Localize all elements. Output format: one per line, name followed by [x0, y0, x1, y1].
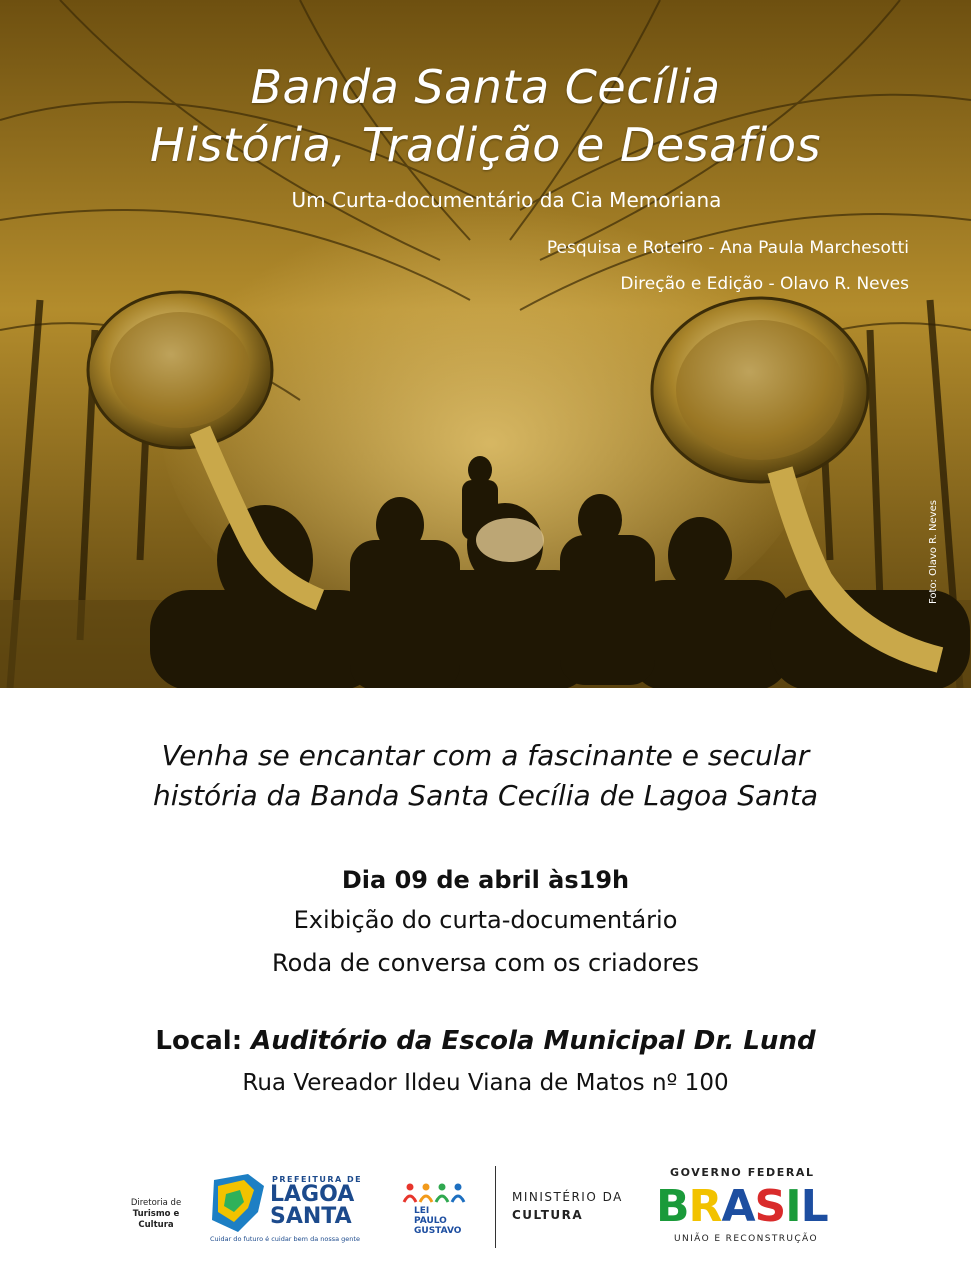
location-label: Local:: [155, 1026, 243, 1056]
activity-screening: Exibição do curta-documentário: [293, 906, 678, 934]
credit-direction: Direção e Edição - Olavo R. Neves: [620, 274, 909, 294]
lagoa-wordmark: LAGOA: [270, 1182, 355, 1207]
directorate-line-2: Turismo e Cultura: [132, 1209, 180, 1230]
directorate-label: [116, 1198, 196, 1231]
title-line-1: Banda Santa Cecília: [250, 60, 721, 114]
lei-line-2: PAULO: [414, 1216, 447, 1226]
activity-conversation: Roda de conversa com os criadores: [272, 949, 699, 977]
gov-slogan: UNIÃO E RECONSTRUÇÃO: [674, 1234, 818, 1244]
lei-line-1: LEI: [414, 1206, 430, 1216]
tagline-line-1: Venha se encantar com a fascinante e secular: [161, 739, 810, 772]
lei-paulo-gustavo-label: [414, 1206, 461, 1236]
prefeitura-slogan: Cuidar do futuro é cuidar bem da nossa gente: [210, 1235, 360, 1243]
event-address: Rua Vereador Ildeu Viana de Matos nº 100: [242, 1070, 729, 1096]
credit-research: Pesquisa e Roteiro - Ana Paula Marchesotti: [546, 238, 909, 258]
event-date: Dia 09 de abril às19h: [341, 866, 630, 894]
ministry-line-2: CULTURA: [512, 1208, 584, 1222]
prefeitura-label: PREFEITURA DE: [272, 1175, 363, 1184]
ministry-line-1: MINISTÉRIO DA: [512, 1190, 623, 1204]
lei-paulo-gustavo-figures-icon: [402, 1182, 468, 1204]
tagline-line-2: história da Banda Santa Cecília de Lagoa Santa: [152, 779, 819, 812]
directorate-line-1: Diretoria de: [130, 1198, 182, 1208]
gov-federal-label: GOVERNO FEDERAL: [670, 1166, 815, 1179]
ministry-label: [512, 1188, 623, 1224]
subtitle: Um Curta-documentário da Cia Memoriana: [291, 188, 722, 212]
santa-wordmark: SANTA: [270, 1204, 352, 1229]
footer-divider: [495, 1166, 496, 1248]
lei-line-3: GUSTAVO: [414, 1226, 462, 1236]
event-location: [0, 1026, 971, 1056]
photo-credit: Foto: Olavo R. Neves: [928, 500, 939, 604]
lagoa-santa-map-logo: [208, 1172, 268, 1234]
title-line-2: História, Tradição e Desafios: [150, 118, 821, 172]
location-name: Auditório da Escola Municipal Dr. Lund: [251, 1026, 816, 1056]
brasil-wordmark: BRASIL: [656, 1181, 828, 1232]
